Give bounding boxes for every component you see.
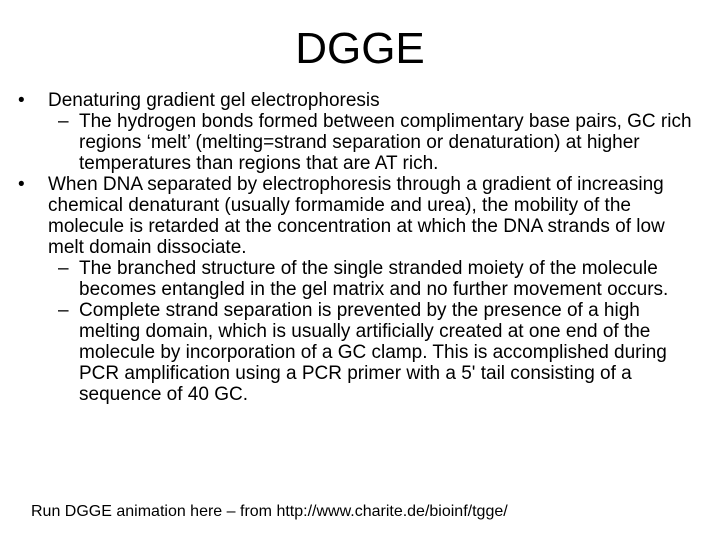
sub-bullet-text: The branched structure of the single stranded moiety of the molecule becomes entangled in the gel matrix and no further movement occurs. xyxy=(79,258,669,300)
sub-bullet-text: Complete strand separation is prevented by the presence of a high melting domain, which is usually artificially created at one end of the molecule by incorporation of a GC clamp. This is accomplished during PCR amplification using a PCR primer with a 5' tail consisting of a sequence of 40 GC. xyxy=(79,300,667,405)
dash-marker: – xyxy=(58,300,69,321)
bullet-marker: • xyxy=(18,90,25,111)
bullet-marker: • xyxy=(18,174,25,195)
sub-bullet-text: The hydrogen bonds formed between complimentary base pairs, GC rich regions ‘melt’ (melting=strand separation or denaturation) at higher temperatures than regions that are AT rich. xyxy=(79,111,692,174)
sub-bullet-item xyxy=(18,111,698,174)
dash-marker: – xyxy=(58,258,69,279)
slide-content xyxy=(18,90,698,405)
sub-bullet-item xyxy=(18,258,698,300)
slide-title: DGGE xyxy=(295,24,425,73)
bullet-item xyxy=(18,174,698,258)
dash-marker: – xyxy=(58,111,69,132)
bullet-item xyxy=(18,90,698,111)
animation-link[interactable]: Run DGGE animation here – from http://www.charite.de/bioinf/tgge/ xyxy=(31,503,508,520)
bullet-text: Denaturing gradient gel electrophoresis xyxy=(48,90,380,111)
sub-bullet-item xyxy=(18,300,698,405)
bullet-text: When DNA separated by electrophoresis through a gradient of increasing chemical denaturant (usually formamide and urea), the mobility of the molecule is retarded at the concentration at which the DNA strands of low melt domain dissociate. xyxy=(48,174,665,258)
